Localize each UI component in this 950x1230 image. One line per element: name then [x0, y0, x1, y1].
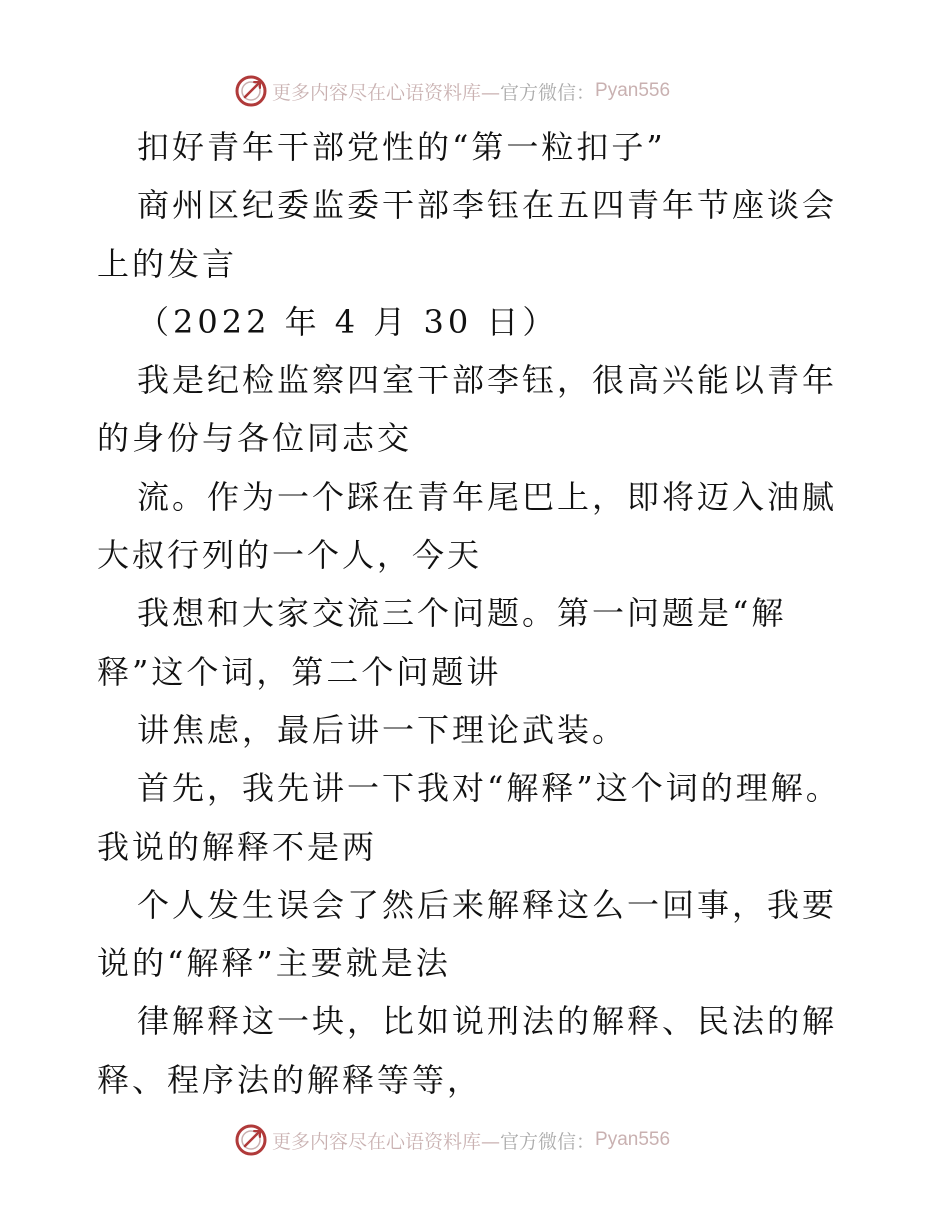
paragraph: 个人发生误会了然后来解释这么一回事，我要说的“解释”主要就是法 — [97, 885, 838, 983]
watermark-text: 更多内容尽在心语资料库— — [272, 1130, 501, 1153]
watermark-wechat-id: Pyan556 — [595, 80, 671, 101]
watermark-header — [234, 73, 670, 109]
seal-logo-icon — [234, 1123, 268, 1157]
seal-logo-icon — [234, 74, 268, 108]
paragraph: 流。作为一个踩在青年尾巴上，即将迈入油腻大叔行列的一个人，今天 — [97, 477, 838, 575]
watermark-wechat-id: Pyan556 — [595, 1129, 671, 1150]
paragraph: 首先，我先讲一下我对“解释”这个词的理解。我说的解释不是两 — [97, 769, 841, 866]
watermark-text: 更多内容尽在心语资料库— — [272, 81, 501, 104]
paragraph: 我是纪检监察四室干部李钰，很高兴能以青年的身份与各位同志交 — [97, 361, 838, 458]
document-subtitle: 商州区纪委监委干部李钰在五四青年节座谈会上的发言 — [97, 186, 838, 283]
document-title: 扣好青年干部党性的“第一粒扣子” — [137, 128, 666, 166]
watermark-wechat-label: 官方微信： — [500, 81, 596, 104]
document-body — [97, 118, 867, 1109]
paragraph: 讲焦虑，最后讲一下理论武装。 — [137, 710, 628, 749]
paragraph: 我想和大家交流三个问题。第一问题是“解释”这个词，第二个问题讲 — [97, 594, 787, 691]
watermark-footer — [234, 1122, 670, 1158]
paragraph: 律解释这一块，比如说刑法的解释、民法的解释、程序法的解释等等， — [97, 1002, 838, 1099]
watermark-wechat-label: 官方微信： — [500, 1130, 596, 1153]
document-date: （2022 年 4 月 30 日） — [137, 302, 559, 341]
